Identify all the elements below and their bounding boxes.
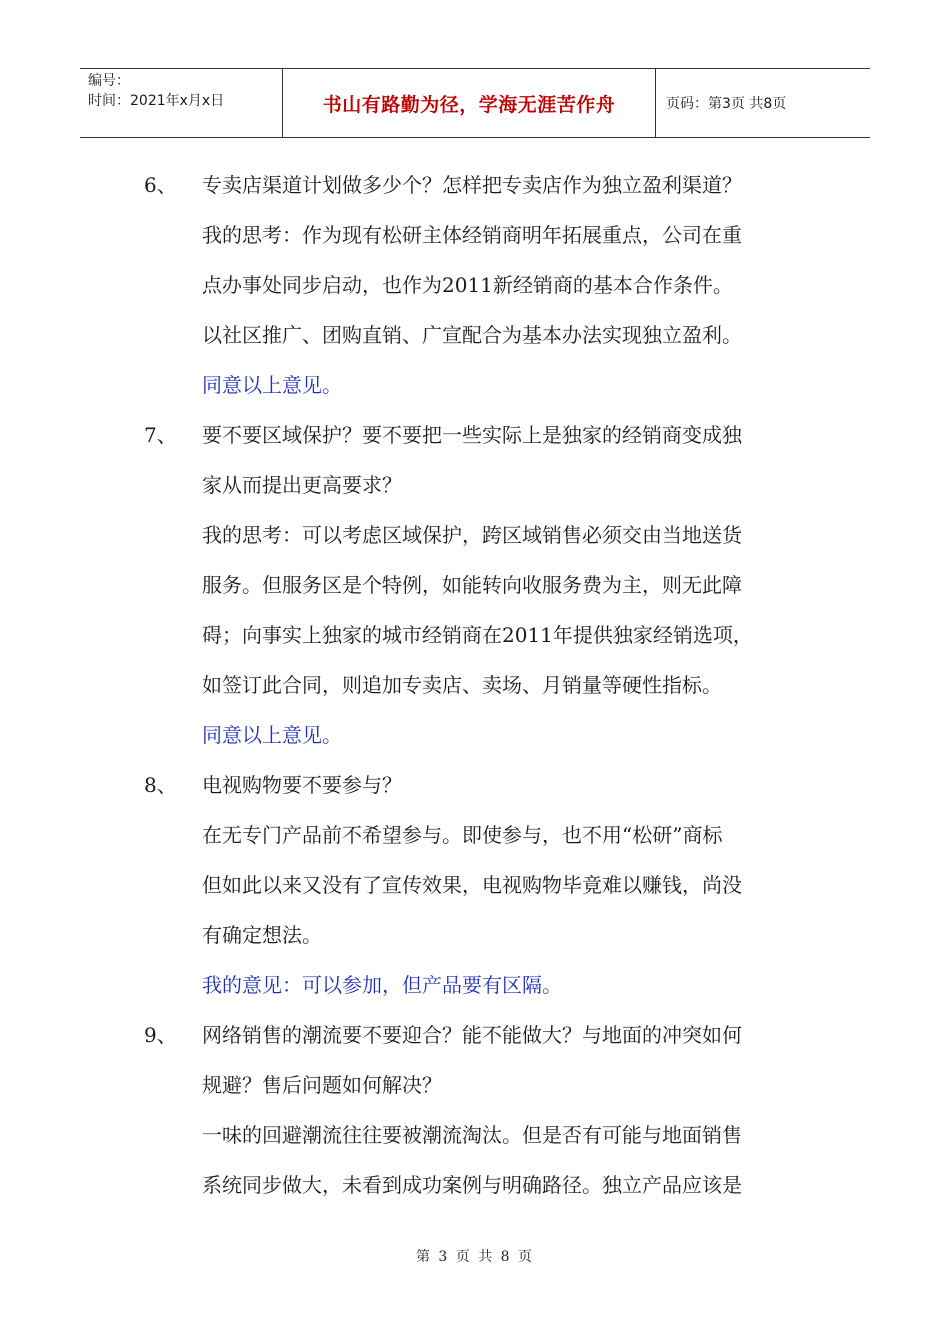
page-footer: 第 3 页 共 8 页 [415, 1249, 535, 1265]
answer-line [0, 910, 950, 960]
answer-text: 点办事处同步启动，也作为2011新经销商的基本合作条件。 [202, 273, 733, 297]
answer-text: 碍；向事实上独家的城市经销商在2011年提供独家经销选项， [202, 623, 753, 647]
question-text: 要不要区域保护？要不要把一些实际上是独家的经销商变成独 [202, 423, 742, 447]
question-7 [0, 410, 950, 760]
question-number: 8、 [144, 773, 177, 797]
opinion-text: 我的意见：可以参加，但产品要有区隔。 [202, 973, 562, 997]
question-6 [0, 160, 950, 410]
question-line [0, 410, 950, 460]
answer-line [0, 610, 950, 660]
answer-line [0, 810, 950, 860]
header-motto: 书山有路勤为径，学海无涯苦作舟 [282, 69, 656, 137]
question-line [0, 1060, 950, 1110]
question-text: 规避？售后问题如何解决？ [202, 1073, 442, 1097]
opinion-line [0, 710, 950, 760]
question-9 [0, 1010, 950, 1210]
page-header [80, 68, 870, 138]
answer-text: 我的思考：可以考虑区域保护，跨区域销售必须交由当地送货 [202, 523, 742, 547]
question-line [0, 160, 950, 210]
question-text: 网络销售的潮流要不要迎合？能不能做大？与地面的冲突如何 [202, 1023, 742, 1047]
answer-line [0, 1110, 950, 1160]
answer-line [0, 510, 950, 560]
question-number: 9、 [144, 1023, 177, 1047]
answer-line [0, 260, 950, 310]
opinion-text: 同意以上意见。 [202, 373, 342, 397]
date-line: 时间：2021年x月x日 [88, 93, 225, 109]
answer-line [0, 210, 950, 260]
answer-line [0, 560, 950, 610]
answer-line [0, 860, 950, 910]
number-label: 编号： [88, 73, 130, 89]
answer-text: 但如此以来又没有了宣传效果，电视购物毕竟难以赚钱，尚没 [202, 873, 742, 897]
header-meta [80, 69, 282, 137]
opinion-text: 同意以上意见。 [202, 723, 342, 747]
answer-text: 我的思考：作为现有松研主体经销商明年拓展重点，公司在重 [202, 223, 742, 247]
question-text: 家从而提出更高要求？ [202, 473, 402, 497]
answer-text: 服务。但服务区是个特例，如能转向收服务费为主，则无此障 [202, 573, 742, 597]
answer-line [0, 1160, 950, 1210]
answer-text: 以社区推广、团购直销、广宣配合为基本办法实现独立盈利。 [202, 323, 742, 347]
answer-line [0, 310, 950, 360]
answer-text: 系统同步做大，未看到成功案例与明确路径。独立产品应该是 [202, 1173, 742, 1197]
opinion-line [0, 960, 950, 1010]
document-body [0, 160, 950, 1210]
question-number: 6、 [144, 173, 177, 197]
header-page-info: 页码：第3页 共8页 [666, 96, 787, 112]
answer-text: 一味的回避潮流往往要被潮流淘汰。但是否有可能与地面销售 [202, 1123, 742, 1147]
answer-line [0, 660, 950, 710]
question-text: 电视购物要不要参与？ [202, 773, 402, 797]
opinion-line [0, 360, 950, 410]
question-line [0, 460, 950, 510]
question-text: 专卖店渠道计划做多少个？怎样把专卖店作为独立盈利渠道？ [202, 173, 742, 197]
question-line [0, 1010, 950, 1060]
answer-text: 在无专门产品前不希望参与。即使参与，也不用“松研”商标 [202, 823, 723, 847]
question-number: 7、 [144, 423, 177, 447]
question-line [0, 760, 950, 810]
question-8 [0, 760, 950, 1010]
answer-text: 有确定想法。 [202, 923, 322, 947]
answer-text: 如签订此合同，则追加专卖店、卖场、月销量等硬性指标。 [202, 673, 722, 697]
